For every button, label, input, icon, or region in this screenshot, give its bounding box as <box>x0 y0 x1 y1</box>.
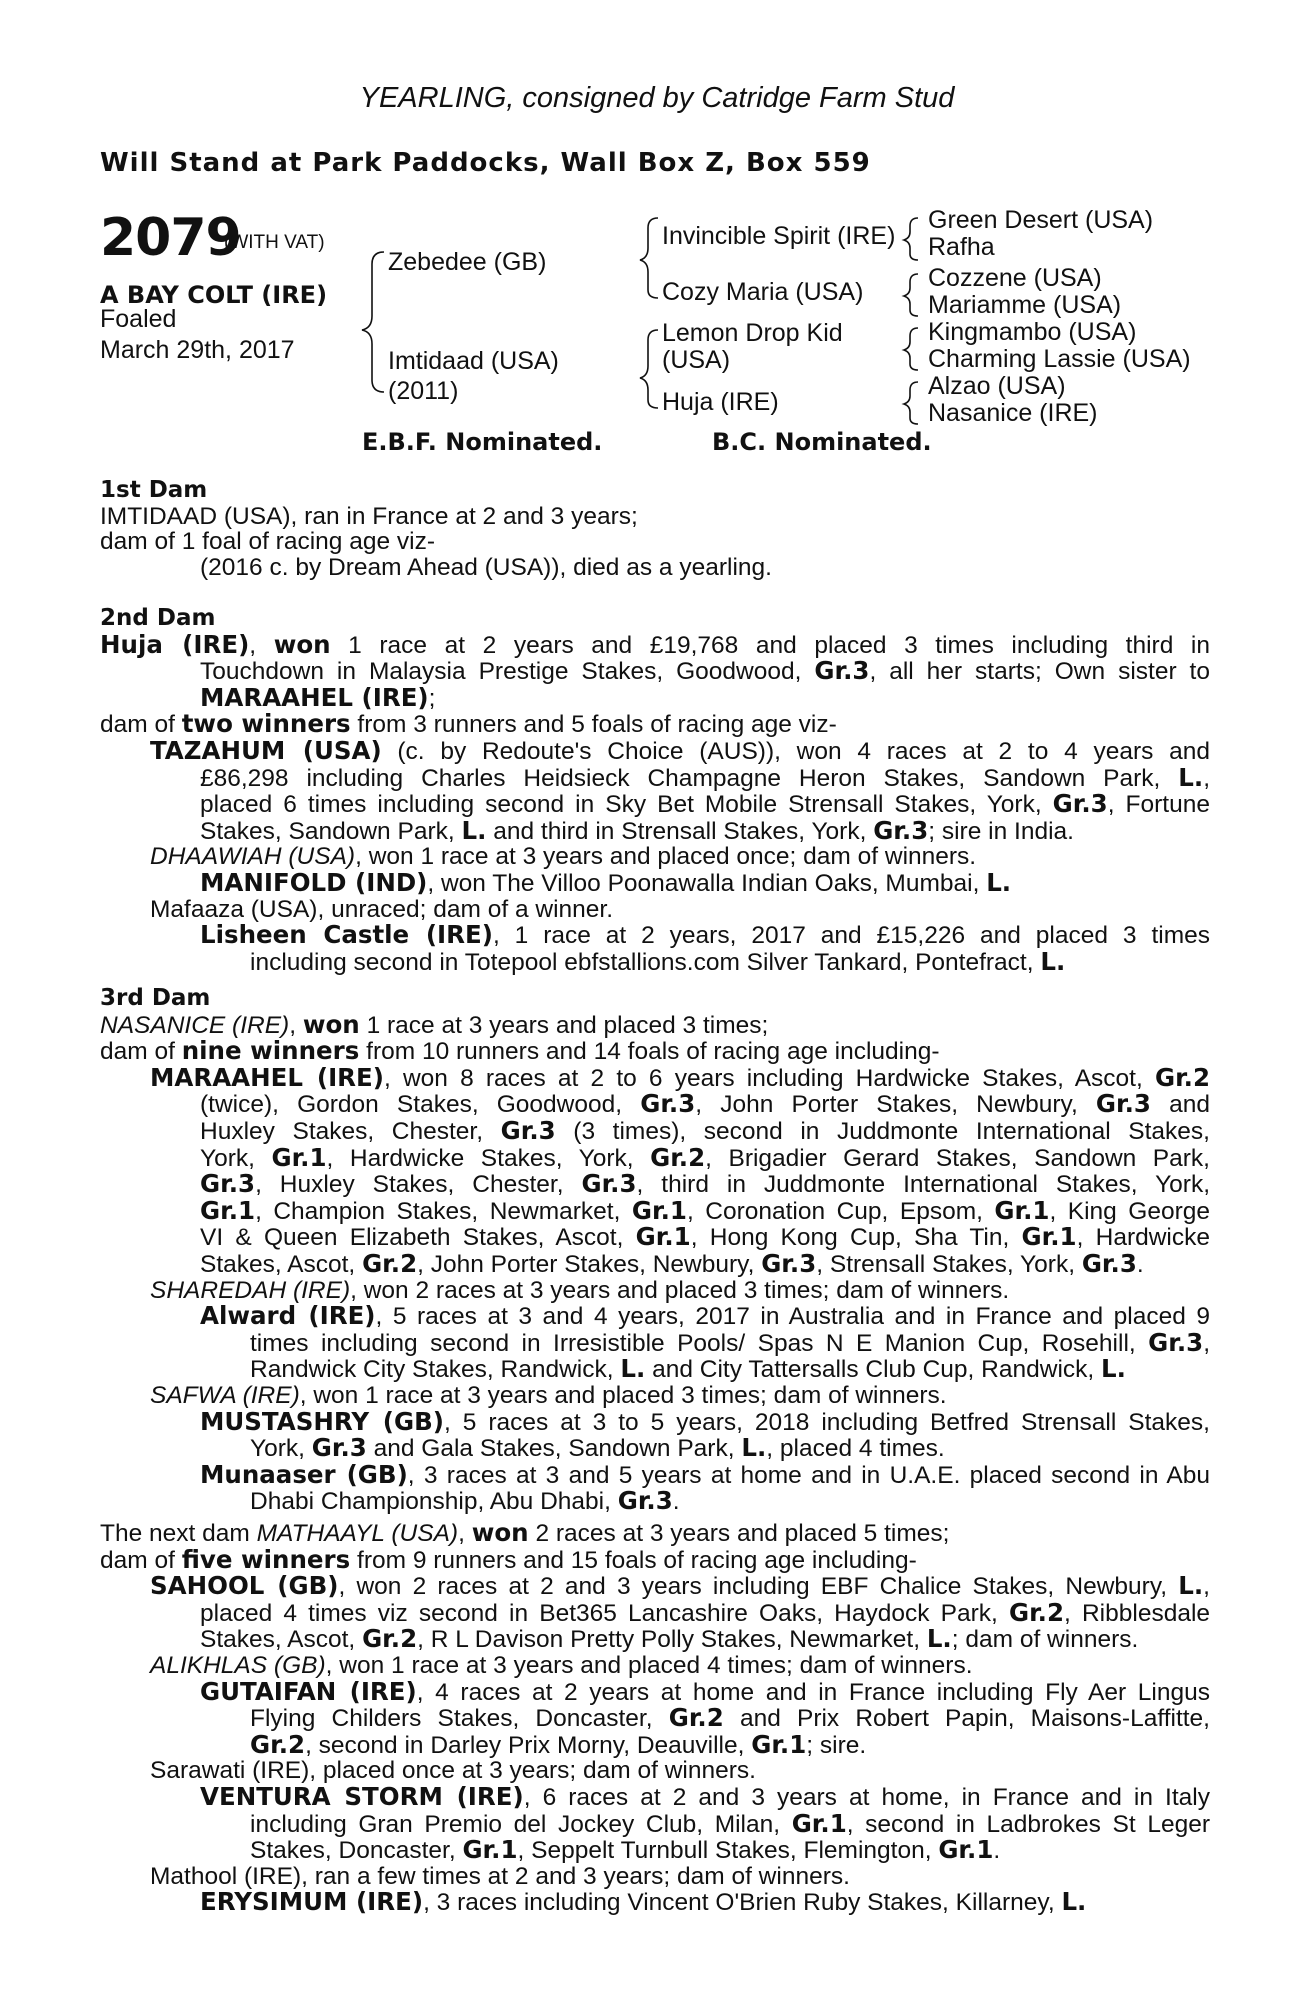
text-run: , John Porter Stakes, Newbury, <box>695 1091 1096 1119</box>
text-run: Stakes, Ascot, <box>200 1250 363 1278</box>
winners-count: two winners <box>181 709 351 739</box>
grade: Gr.1 <box>631 1195 687 1225</box>
pedigree-g3-2: Rafha <box>928 233 995 261</box>
third-dam-line <box>100 1115 1210 1145</box>
grade: Gr.3 <box>617 1486 673 1516</box>
text-run: , Huxley Stakes, Chester, <box>255 1171 582 1199</box>
text-run: placed 6 times including second in Sky Bet Mobile Strensall Stakes, York, <box>200 791 1053 819</box>
winners-count: nine winners <box>181 1036 360 1066</box>
text-run: , placed 4 times. <box>766 1435 945 1463</box>
second-dam-line <box>100 762 1210 792</box>
text-run: , Ribblesdale <box>1064 1599 1211 1627</box>
text-run: , third in Juddmonte International Stakes, York, <box>636 1171 1211 1199</box>
text-run: Randwick City Stakes, Randwick, <box>250 1356 621 1384</box>
second-dam-heading: 2nd Dam <box>100 605 216 631</box>
text-run: , Coronation Cup, Epsom, <box>686 1197 995 1225</box>
winners-count: five winners <box>181 1544 351 1574</box>
third-dam-line <box>100 1142 1210 1172</box>
third-dam-line <box>100 1383 1210 1409</box>
stand-location: Will Stand at Park Paddocks, Wall Box Z, Box 559 <box>100 148 871 178</box>
pedigree-g3-4: Mariamme (USA) <box>928 291 1122 319</box>
third-dam-line <box>100 1356 1210 1383</box>
third-dam-line <box>100 1278 1210 1304</box>
next-dam-line <box>100 1626 1210 1653</box>
pedigree-sire: Zebedee (GB) <box>388 248 547 276</box>
grade: L. <box>926 1624 952 1654</box>
horse-name: Alward (IRE) <box>200 1301 376 1331</box>
third-dam-line <box>100 1488 1210 1515</box>
text-run: ; sire in India. <box>928 817 1074 845</box>
text-run: , 1 race at 2 years, 2017 and £15,226 and placed 3 times <box>492 922 1211 950</box>
text-run: , all her starts; Own sister to <box>869 658 1210 686</box>
grade: Gr.3 <box>581 1169 637 1199</box>
text-run: £86,298 including Charles Heidsieck Champagne Heron Stakes, Sandown Park, <box>200 764 1179 792</box>
third-dam-section <box>100 986 1210 1515</box>
second-dam-line <box>100 711 1210 738</box>
grade: Gr.1 <box>994 1195 1050 1225</box>
grade: Gr.1 <box>200 1195 256 1225</box>
next-dam-section <box>100 1520 1210 1916</box>
third-dam-line <box>100 1171 1210 1198</box>
text-run: ; <box>428 684 436 712</box>
third-dam-line <box>100 1091 1210 1118</box>
text-run: , <box>1203 1329 1210 1357</box>
text-run: from 10 runners and 14 foals of racing age including- <box>359 1038 940 1066</box>
text-run: dam of <box>100 1546 182 1574</box>
text-run: dam of <box>100 1038 182 1066</box>
grade: L. <box>741 1433 767 1463</box>
third-dam-line <box>100 1038 1210 1065</box>
grade: L. <box>1178 762 1204 792</box>
text-run: from 3 runners and 5 foals of racing age viz- <box>350 711 837 739</box>
next-dam-line <box>100 1597 1211 1627</box>
next-dam-line <box>100 1889 1210 1916</box>
text-run: , won 2 races at 3 years and placed 3 times; dam of winners. <box>350 1276 1010 1304</box>
foaled-date: March 29th, 2017 <box>100 336 295 364</box>
grade: L. <box>1178 1571 1204 1601</box>
text-run: , Hong Kong Cup, Sha Tin, <box>690 1224 1022 1252</box>
text-run: and Gala Stakes, Sandown Park, <box>366 1435 742 1463</box>
pedigree-dam-sire <box>662 320 843 374</box>
second-dam-line <box>100 867 1210 897</box>
second-dam-line <box>100 791 1210 818</box>
text-run: , Seppelt Turnbull Stakes, Flemington, <box>517 1837 939 1865</box>
third-dam-line <box>100 1303 1210 1330</box>
text-run: , Brigadier Gerard Stakes, Sandown Park, <box>705 1144 1210 1172</box>
second-dam-line <box>100 735 1210 765</box>
text-run: , won 8 races at 2 to 6 years including Hardwicke Stakes, Ascot, <box>383 1064 1155 1092</box>
grade: Gr.2 <box>362 1624 418 1654</box>
horse-name: MARAAHEL (IRE) <box>150 1062 384 1092</box>
grade: Gr.1 <box>791 1808 847 1838</box>
third-dam-line <box>100 1195 1211 1225</box>
text-run: (c. by Redoute's Choice (AUS)), won 4 races at 2 to 4 years and <box>381 737 1210 765</box>
next-dam-line <box>100 1705 1210 1732</box>
text-run: and third in Strensall Stakes, York, <box>486 817 874 845</box>
grade: Gr.3 <box>873 815 929 845</box>
text-run: , 5 races at 3 and 4 years, 2017 in Australia and in France and placed 9 <box>375 1303 1210 1331</box>
text-run: York, <box>250 1435 312 1463</box>
next-dam-line <box>100 1729 1210 1759</box>
grade: Gr.3 <box>200 1169 256 1199</box>
next-dam-line <box>100 1676 1210 1706</box>
grade: Gr.3 <box>814 656 870 686</box>
text-run: , second in Ladbrokes St Leger <box>846 1810 1211 1838</box>
grade: Gr.2 <box>668 1703 724 1733</box>
pedigree-dam-sire-country: (USA) <box>662 346 731 374</box>
next-dam-line <box>100 1653 1210 1679</box>
grade: Gr.3 <box>1095 1089 1151 1119</box>
text-run: , R L Davison Pretty Polly Stakes, Newmarket, <box>417 1626 927 1654</box>
horse-name: ALIKHLAS (GB) <box>150 1651 326 1679</box>
third-dam-line: NASANICE (IRE), won 1 race at 3 years and placed 3 times; <box>100 1009 769 1039</box>
second-dam-section <box>100 606 1210 975</box>
text-run: , <box>1203 1573 1210 1601</box>
text-run: Touchdown in Malaysia Prestige Stakes, Goodwood, <box>200 658 815 686</box>
second-dam-line <box>100 844 1210 870</box>
won-word: won <box>273 629 331 659</box>
horse-name: DHAAWIAH (USA) <box>150 843 356 871</box>
text-run: 1 race at 3 years and placed 3 times; <box>359 1011 769 1039</box>
text-run: . <box>672 1488 680 1516</box>
next-dam-line <box>100 1544 1210 1574</box>
text-run: . <box>1136 1250 1144 1278</box>
horse-name: SAHOOL (GB) <box>150 1571 339 1601</box>
text-run: , won 2 races at 2 and 3 years including EBF Chalice Stakes, Newbury, <box>338 1573 1179 1601</box>
grade: Gr.1 <box>1021 1222 1077 1252</box>
text-run: and City Tattersalls Club Cup, Randwick, <box>645 1356 1101 1384</box>
third-dam-line <box>100 1406 1210 1436</box>
text-run: , Strensall Stakes, York, <box>816 1250 1082 1278</box>
grade: Gr.1 <box>635 1222 691 1252</box>
next-dam-line: Mathool (IRE), ran a few times at 2 and 3 years; dam of winners. <box>150 1862 850 1890</box>
text-run: including Gran Premio del Jockey Club, Milan, <box>250 1810 792 1838</box>
text-run: 2 races at 3 years and placed 5 times; <box>528 1520 950 1547</box>
grade: Gr.2 <box>362 1248 418 1278</box>
text-run: , Champion Stakes, Newmarket, <box>255 1197 632 1225</box>
first-dam-section <box>100 478 1210 580</box>
text-run: , second in Darley Prix Morny, Deauville, <box>305 1731 752 1759</box>
bc-nominated: B.C. Nominated. <box>712 428 932 456</box>
pedigree-dam-dam: Huja (IRE) <box>662 388 779 416</box>
grade: Gr.1 <box>751 1729 807 1759</box>
grade: Gr.3 <box>761 1248 817 1278</box>
text-run: , Fortune <box>1107 791 1210 819</box>
grade: L. <box>986 867 1012 897</box>
text-run: VI & Queen Elizabeth Stakes, Ascot, <box>200 1224 636 1252</box>
grade: Gr.2 <box>650 1142 706 1172</box>
first-dam-line: (2016 c. by Dream Ahead (USA)), died as a yearling. <box>200 553 772 581</box>
third-dam-line <box>100 1224 1210 1251</box>
grade: Gr.3 <box>1052 789 1108 819</box>
next-dam-line <box>100 1808 1211 1838</box>
horse-name: MANIFOLD (IND) <box>200 867 428 897</box>
grade: L. <box>1101 1354 1126 1384</box>
text-run: and Prix Robert Papin, Maisons-Laffitte, <box>723 1705 1210 1733</box>
next-dam-line <box>100 1573 1210 1600</box>
text-run: Flying Childers Stakes, Doncaster, <box>250 1705 669 1733</box>
second-dam-line <box>100 946 1210 976</box>
third-dam-line <box>100 1435 1210 1462</box>
second-dam-line <box>100 682 1210 712</box>
pedigree-g3-5: Kingmambo (USA) <box>928 318 1137 346</box>
grade: L. <box>1040 946 1066 976</box>
first-dam-line: dam of 1 foal of racing age viz- <box>100 528 436 556</box>
text-run: including second in Totepool ebfstallions.com Silver Tankard, Pontefract, <box>250 948 1041 976</box>
text-run: , won The Villoo Poonawalla Indian Oaks, Mumbai, <box>427 869 987 897</box>
text-run: , <box>1203 764 1210 792</box>
second-dam-line: Huja (IRE), won 1 race at 2 years and £19,768 and placed 3 times including third in <box>100 629 1210 659</box>
grade: Gr.3 <box>311 1433 367 1463</box>
text-run: ; sire. <box>806 1731 867 1759</box>
text-run: . <box>993 1837 1001 1865</box>
text-run: Stakes, Ascot, <box>200 1626 363 1654</box>
horse-name: Munaaser (GB) <box>200 1459 408 1489</box>
text-run: , 5 races at 3 to 5 years, 2018 including Betfred Strensall Stakes, <box>443 1408 1210 1436</box>
horse-name: MARAAHEL (IRE) <box>200 682 429 712</box>
pedigree-g3-7: Alzao (USA) <box>928 372 1066 400</box>
grade: L. <box>620 1354 646 1384</box>
grade: L. <box>1061 1887 1087 1917</box>
second-dam-line <box>100 658 1210 685</box>
text-run: Dhabi Championship, Abu Dhabi, <box>250 1488 618 1516</box>
grade: Gr.3 <box>500 1115 556 1145</box>
text-run: and <box>1150 1091 1210 1119</box>
next-dam-line <box>100 1837 1210 1864</box>
third-dam-line <box>100 1062 1211 1092</box>
pedigree-dam-sire-name: Lemon Drop Kid <box>662 319 843 347</box>
text-run: , 6 races at 2 and 3 years at home, in France and in Italy <box>523 1783 1210 1811</box>
grade: L. <box>461 815 487 845</box>
text-run: , <box>458 1520 472 1547</box>
won-word: won <box>302 1009 360 1039</box>
pedigree-g3-3: Cozzene (USA) <box>928 264 1102 292</box>
third-dam-line <box>100 1327 1210 1357</box>
grade: Gr.1 <box>938 1835 994 1865</box>
text-run: Huxley Stakes, Chester, <box>200 1117 501 1145</box>
second-dam-line: Mafaaza (USA), unraced; dam of a winner. <box>150 895 613 923</box>
pedigree-g3-8: Nasanice (IRE) <box>928 399 1098 427</box>
pedigree-dam-name: Imtidaad (USA) <box>388 347 559 375</box>
horse-name: Huja (IRE) <box>100 629 250 659</box>
grade: Gr.2 <box>1008 1597 1065 1627</box>
text-run: times including second in Irresistible Pools/ Spas N E Manion Cup, Rosehill, <box>250 1329 1149 1357</box>
text-run: , Hardwicke <box>1076 1224 1210 1252</box>
text-run: , 3 races including Vincent O'Brien Ruby Stakes, Killarney, <box>423 1889 1062 1917</box>
next-dam-line <box>100 1781 1210 1811</box>
horse-name: TAZAHUM (USA) <box>150 735 382 765</box>
text-run: , 3 races at 3 and 5 years at home and in U.A.E. placed second in Abu <box>407 1461 1210 1489</box>
first-dam-heading: 1st Dam <box>100 477 208 503</box>
horse-name: MATHAAYL (USA) <box>256 1520 459 1547</box>
horse-name: MUSTASHRY (GB) <box>200 1406 444 1436</box>
third-dam-heading: 3rd Dam <box>100 985 211 1011</box>
horse-name: ERYSIMUM (IRE) <box>200 1887 424 1917</box>
pedigree-sire-dam: Cozy Maria (USA) <box>662 278 864 306</box>
pedigree-dam <box>388 346 559 406</box>
horse-name: NASANICE (IRE) <box>100 1011 290 1039</box>
grade: Gr.1 <box>462 1835 518 1865</box>
grade: Gr.3 <box>640 1089 696 1119</box>
foaled-label: Foaled <box>100 305 177 333</box>
text-run: , won 1 race at 3 years and placed 4 times; dam of winners. <box>325 1651 973 1679</box>
lot-number: 2079 <box>100 208 241 268</box>
text-run: , King George <box>1049 1197 1211 1225</box>
text-run: Stakes, Doncaster, <box>250 1837 463 1865</box>
pedigree-g3-6: Charming Lassie (USA) <box>928 345 1191 373</box>
third-dam-line <box>100 1459 1210 1489</box>
text-run: York, <box>200 1144 272 1172</box>
text-run: Stakes, Sandown Park, <box>200 817 462 845</box>
text-run: dam of <box>100 711 182 739</box>
text-run: (twice), Gordon Stakes, Goodwood, <box>200 1091 641 1119</box>
horse-name: VENTURA STORM (IRE) <box>200 1781 524 1811</box>
text-run: 1 race at 2 years and £19,768 and placed 3 times including third in <box>330 631 1210 659</box>
grade: Gr.1 <box>271 1142 327 1172</box>
horse-name: SHAREDAH (IRE) <box>150 1276 351 1304</box>
grade: Gr.3 <box>1148 1327 1204 1357</box>
next-dam-line: Sarawati (IRE), placed once at 3 years; dam of winners. <box>150 1757 756 1785</box>
text-run: , won 1 race at 3 years and placed once; dam of winners. <box>355 843 977 871</box>
text-run: The next dam <box>100 1520 257 1547</box>
next-dam-line <box>100 1520 1210 1547</box>
horse-name: SAFWA (IRE) <box>150 1381 300 1409</box>
text-run: (3 times), second in Juddmonte International Stakes, <box>555 1117 1210 1145</box>
consigned-heading: YEARLING, consigned by Catridge Farm Stud <box>359 82 955 114</box>
text-run: , Hardwicke Stakes, York, <box>326 1144 651 1172</box>
horse-name: Lisheen Castle (IRE) <box>200 920 493 950</box>
pedigree-sire-sire: Invincible Spirit (IRE) <box>662 222 896 250</box>
text-run: , John Porter Stakes, Newbury, <box>417 1250 762 1278</box>
text-run: from 9 runners and 15 foals of racing age including- <box>350 1546 917 1574</box>
text-run: , won 1 race at 3 years and placed 3 times; dam of winners. <box>299 1381 947 1409</box>
horse-name: GUTAIFAN (IRE) <box>200 1676 417 1706</box>
third-dam-line <box>100 1248 1210 1278</box>
vat-note: (WITH VAT) <box>224 232 325 253</box>
pedigree-dam-year: (2011) <box>388 377 459 405</box>
second-dam-line <box>100 815 1210 845</box>
won-word: won <box>471 1518 529 1547</box>
first-dam-line: IMTIDAAD (USA), ran in France at 2 and 3 years; <box>100 502 638 530</box>
text-run: , 4 races at 2 years at home and in France including Fly Aer Lingus <box>416 1678 1210 1706</box>
lot-title: A BAY COLT (IRE) <box>100 281 328 309</box>
grade: Gr.2 <box>1154 1062 1211 1092</box>
grade: Gr.2 <box>250 1729 306 1759</box>
text-run: placed 4 times viz second in Bet365 Lancashire Oaks, Haydock Park, <box>200 1599 1009 1627</box>
ebf-nominated: E.B.F. Nominated. <box>362 428 603 456</box>
pedigree-g3-1: Green Desert (USA) <box>928 206 1154 234</box>
text-run: ; dam of winners. <box>951 1626 1139 1654</box>
grade: Gr.3 <box>1081 1248 1137 1278</box>
second-dam-line <box>100 922 1210 949</box>
